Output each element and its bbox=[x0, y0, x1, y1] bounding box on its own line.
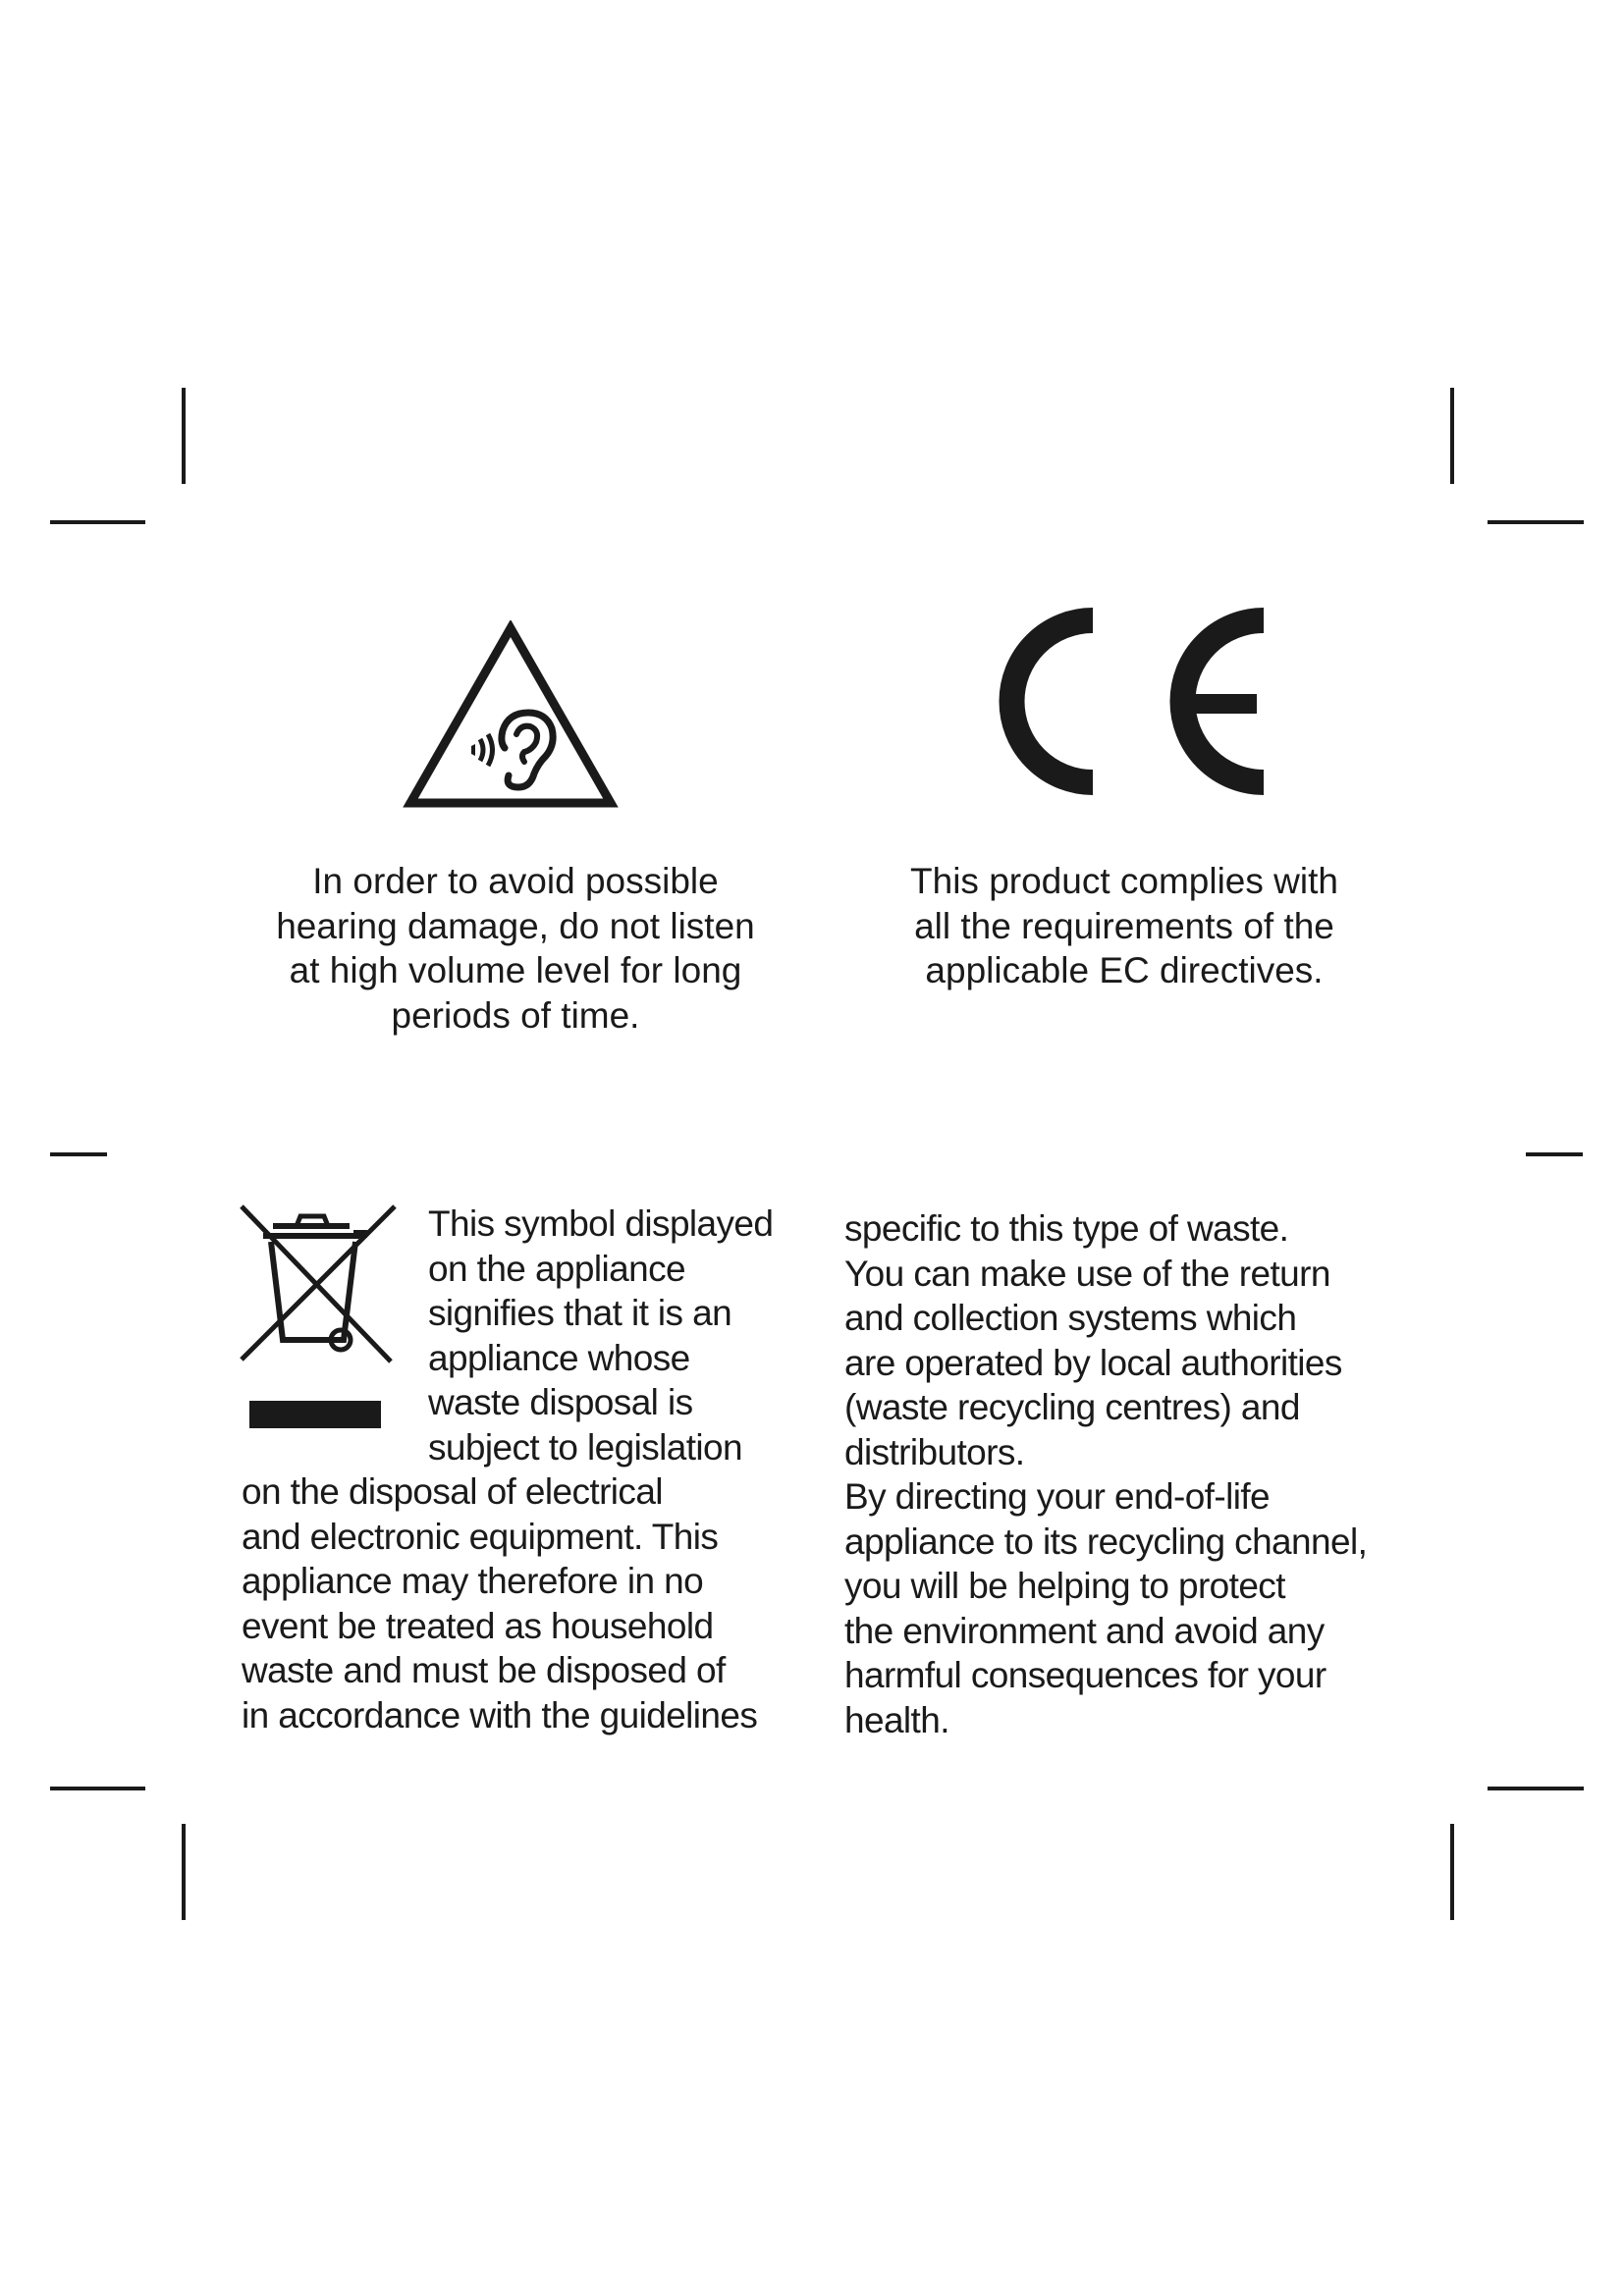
crossed-bin-icon bbox=[234, 1202, 403, 1428]
crop-mark bbox=[1450, 388, 1454, 484]
weee-text-beside-icon: This symbol displayed on the appliance signifies that it is an appliance whose waste disposal is subject to legislation bbox=[428, 1203, 774, 1468]
crop-mark bbox=[1488, 520, 1584, 524]
crop-mark bbox=[1450, 1824, 1454, 1920]
crop-mark bbox=[50, 1787, 145, 1790]
crop-mark bbox=[50, 520, 145, 524]
hearing-warning-icon bbox=[403, 620, 619, 809]
weee-text-right-column: specific to this type of waste. You can make use of the return and collection systems which are operated by local authorities (waste recycling centres) and distributors. By directing your end-of-life appliance to its recycling channel, you will be helping to protect the environment and avoid any harmful consequences for your health. bbox=[844, 1208, 1368, 1740]
ce-compliance-caption: This product complies with all the requirements of the applicable EC directives. bbox=[910, 861, 1338, 990]
weee-text-below-icon: on the disposal of electrical and electronic equipment. This appliance may therefore in no event be treated as household waste and must be disposed of in accordance with the guidelines bbox=[242, 1471, 758, 1735]
crop-mark bbox=[1526, 1152, 1583, 1156]
crop-mark bbox=[182, 1824, 186, 1920]
crop-mark bbox=[50, 1152, 107, 1156]
crop-mark bbox=[1488, 1787, 1584, 1790]
ce-mark-logo bbox=[987, 601, 1272, 802]
crop-mark bbox=[182, 388, 186, 484]
hearing-warning-caption: In order to avoid possible hearing damage, do not listen at high volume level for long periods of time. bbox=[276, 861, 755, 1036]
